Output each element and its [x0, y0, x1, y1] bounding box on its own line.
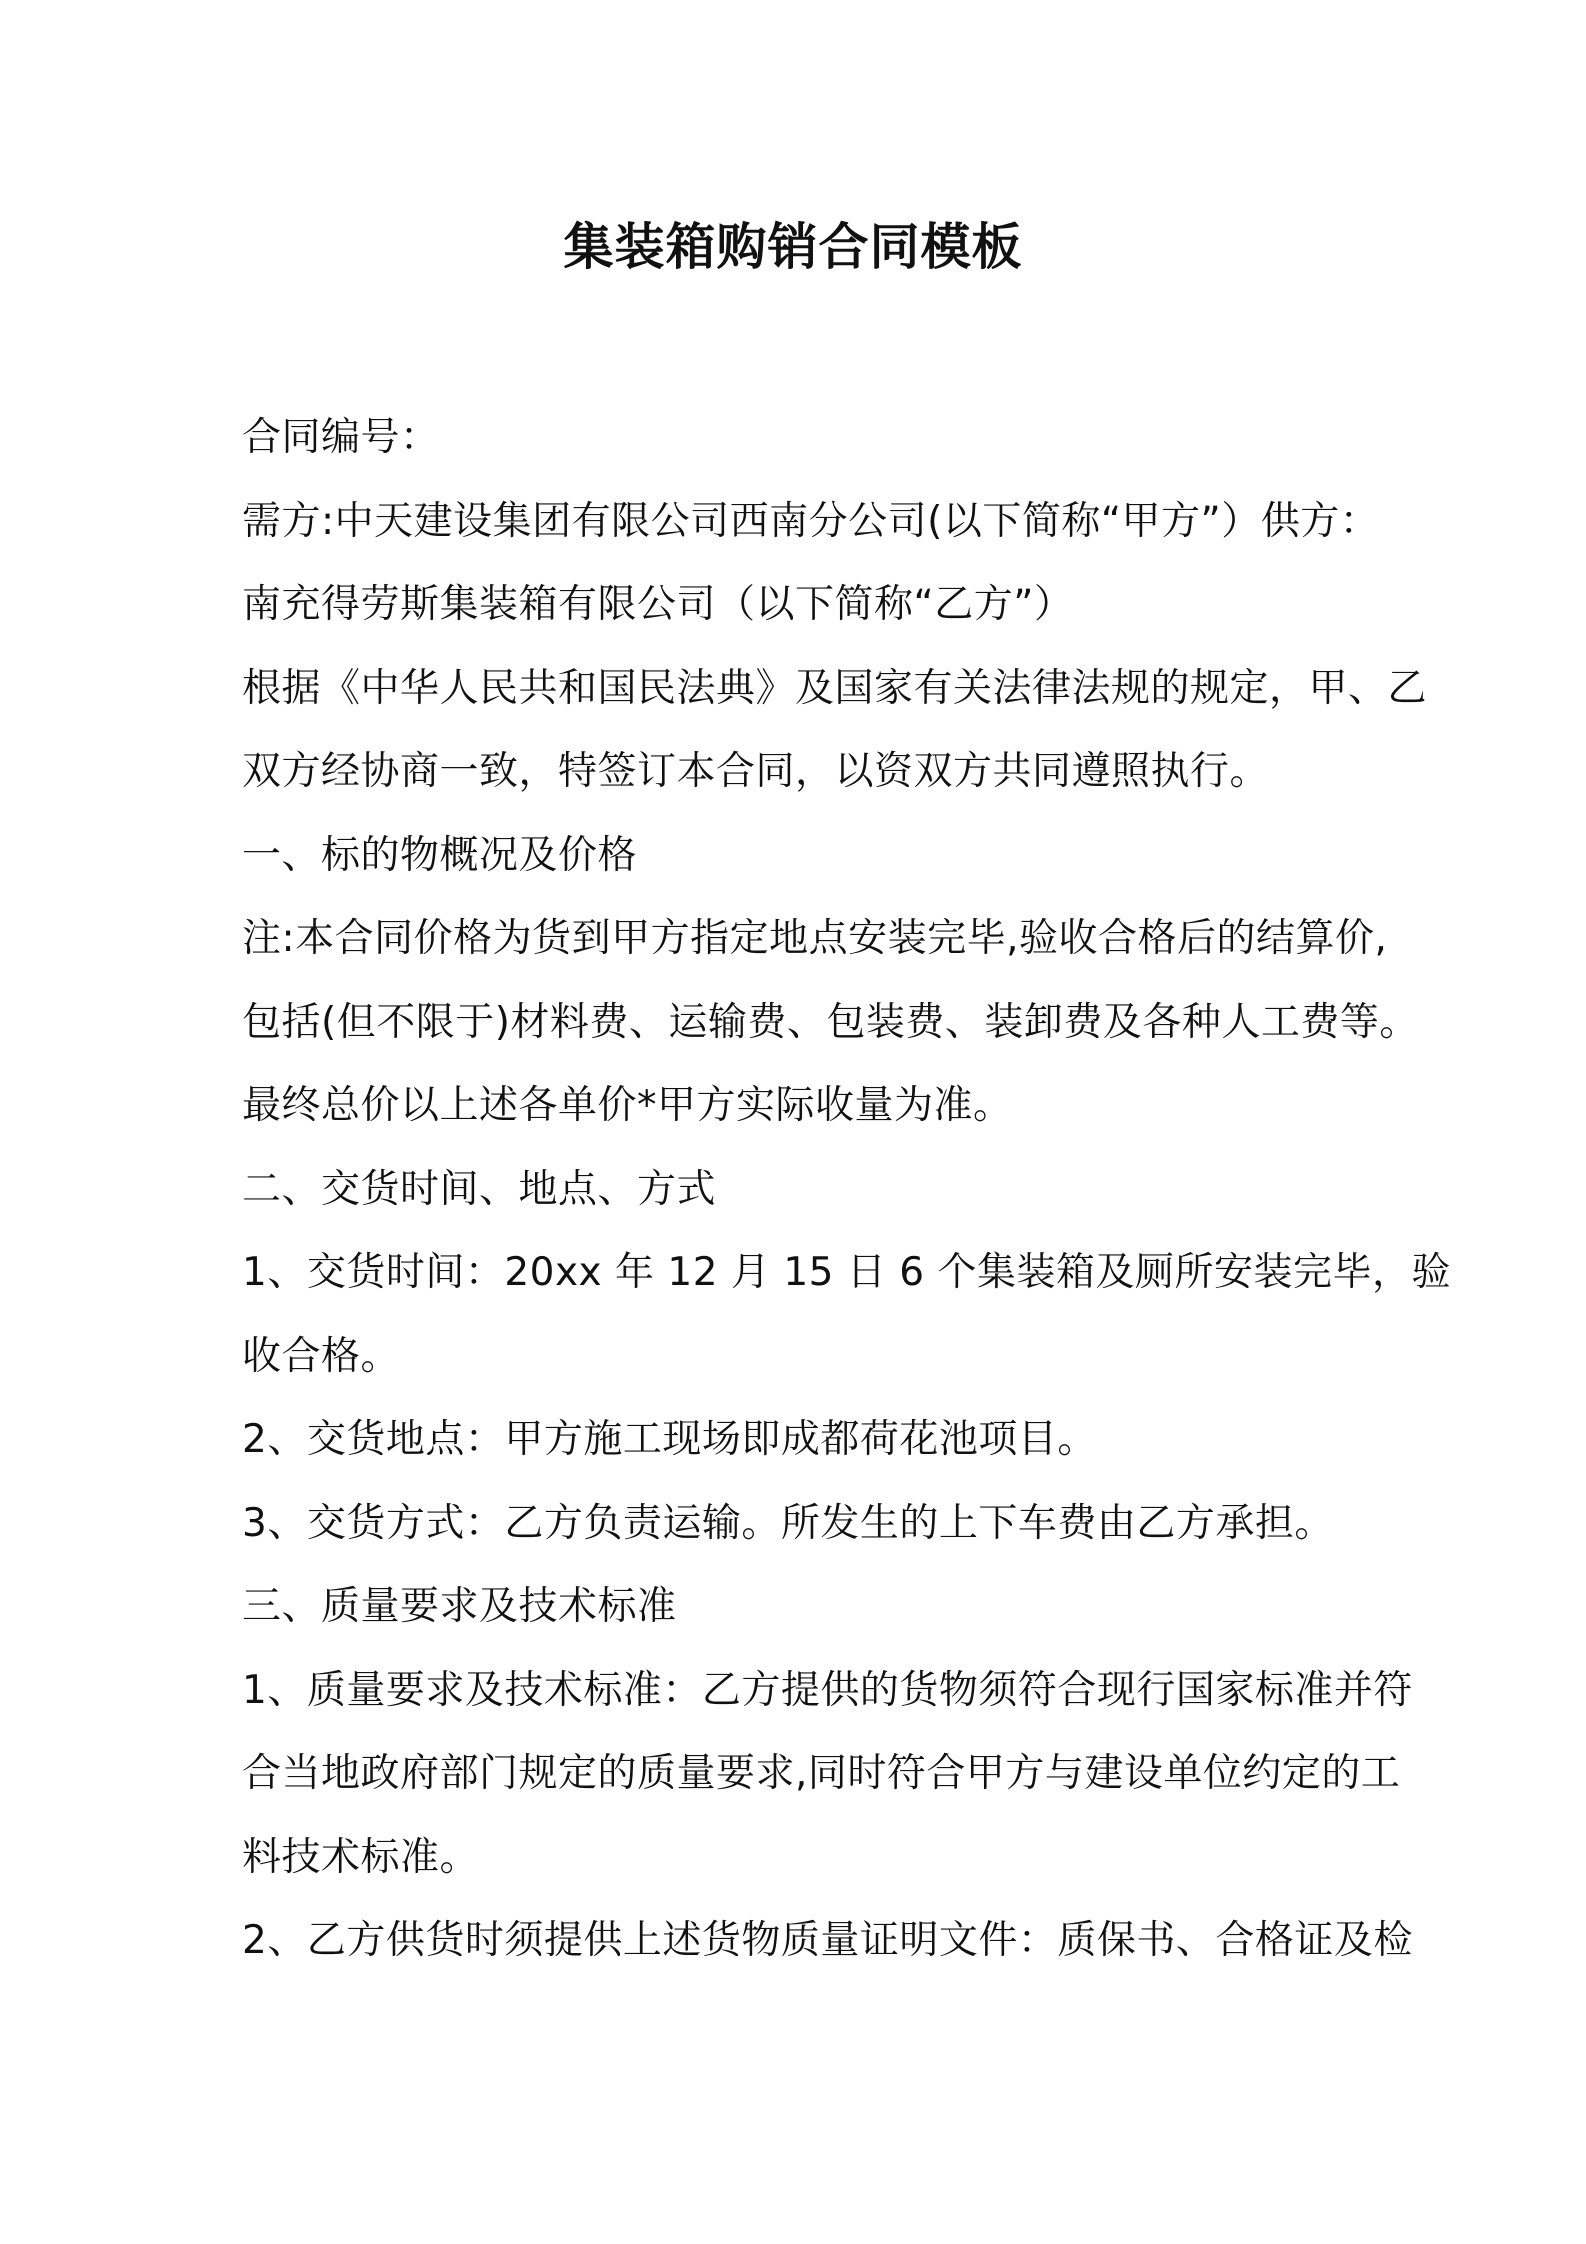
document-title: 集装箱购销合同模板 — [563, 218, 1023, 276]
paragraph-line: 料技术标准。 — [242, 1835, 480, 1880]
buyer-line: 需方:中天建设集团有限公司西南分公司(以下简称“甲方”）供方： — [242, 499, 1380, 544]
paragraph-line: 1、质量要求及技术标准：乙方提供的货物须符合现行国家标准并符 — [242, 1668, 1413, 1713]
section-heading-3: 三、质量要求及技术标准 — [242, 1584, 677, 1629]
supplier-line: 南充得劳斯集装箱有限公司（以下简称“乙方”） — [242, 582, 1074, 627]
paragraph-line: 双方经协商一致，特签订本合同，以资双方共同遵照执行。 — [242, 749, 1270, 794]
paragraph-line: 合当地政府部门规定的质量要求,同时符合甲方与建设单位约定的工 — [242, 1751, 1401, 1796]
paragraph-line: 3、交货方式：乙方负责运输。所发生的上下车费由乙方承担。 — [242, 1501, 1334, 1546]
paragraph-line: 1、交货时间：20xx 年 12 月 15 日 6 个集装箱及厕所安装完毕，验 — [242, 1250, 1451, 1295]
section-heading-1: 一、标的物概况及价格 — [242, 833, 638, 878]
paragraph-line: 注:本合同价格为货到甲方指定地点安装完毕,验收合格后的结算价, — [242, 916, 1388, 961]
paragraph-line: 包括(但不限于)材料费、运输费、包装费、装卸费及各种人工费等。 — [242, 1000, 1419, 1045]
paragraph-line: 最终总价以上述各单价*甲方实际收量为准。 — [242, 1083, 1013, 1128]
paragraph-line: 2、乙方供货时须提供上述货物质量证明文件：质保书、合格证及检 — [242, 1918, 1413, 1963]
paragraph-line: 2、交货地点：甲方施工现场即成都荷花池项目。 — [242, 1417, 1097, 1462]
paragraph-line: 收合格。 — [242, 1334, 401, 1379]
section-heading-2: 二、交货时间、地点、方式 — [242, 1167, 717, 1212]
paragraph-line: 根据《中华人民共和国民法典》及国家有关法律法规的规定，甲、乙 — [242, 666, 1428, 711]
contract-number-line: 合同编号： — [242, 415, 440, 460]
